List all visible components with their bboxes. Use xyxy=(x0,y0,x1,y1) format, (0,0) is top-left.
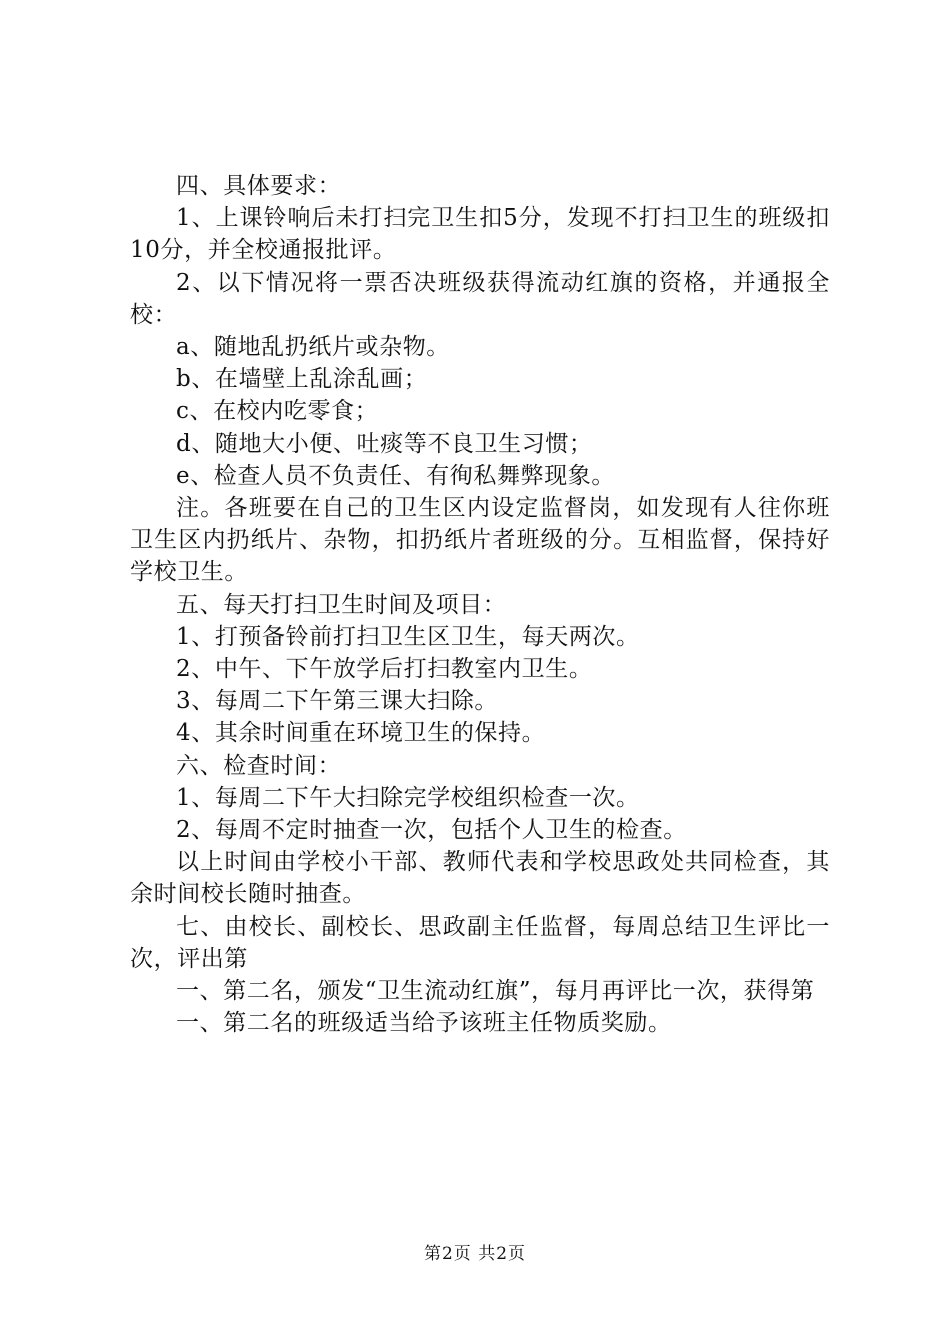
paragraph-inspection-note: 以上时间由学校小干部、教师代表和学校思政处共同检查，其余时间校长随时抽查。 xyxy=(130,849,830,908)
paragraph-item-c: c、在校内吃零食； xyxy=(176,398,379,425)
page-number-footer: 第2页 共2页 xyxy=(423,1244,527,1264)
paragraph-schedule-3: 3、每周二下午第三课大扫除。 xyxy=(176,688,499,715)
paragraph-section-four-heading: 四、具体要求： xyxy=(176,173,342,199)
paragraph-award-2: 一、第二名的班级适当给予该班主任物质奖励。 xyxy=(176,1010,672,1037)
paragraph-schedule-4: 4、其余时间重在环境卫生的保持。 xyxy=(176,720,546,747)
paragraph-item-a: a、随地乱扔纸片或杂物。 xyxy=(176,334,450,361)
paragraph-rule-1: 1、上课铃响后未打扫完卫生扣5分，发现不打扫卫生的班级扣10分，并全校通报批评。 xyxy=(130,205,830,264)
paragraph-item-b: b、在墙壁上乱涂乱画； xyxy=(176,366,428,393)
paragraph-inspection-2: 2、每周不定时抽查一次，包括个人卫生的检查。 xyxy=(176,817,687,844)
document-body xyxy=(130,170,830,1039)
paragraph-inspection-1: 1、每周二下午大扫除完学校组织检查一次。 xyxy=(176,784,640,811)
paragraph-note: 注。各班要在自己的卫生区内设定监督岗，如发现有人往你班卫生区内扔纸片、杂物，扣扔纸片者班级的分。互相监督，保持好学校卫生。 xyxy=(130,495,830,586)
paragraph-section-six-heading: 六、检查时间： xyxy=(176,752,342,779)
paragraph-section-seven: 七、由校长、副校长、思政副主任监督，每周总结卫生评比一次，评出第 xyxy=(130,913,830,972)
paragraph-item-d: d、随地大小便、吐痰等不良卫生习惯； xyxy=(176,430,593,457)
paragraph-schedule-1: 1、打预备铃前打扫卫生区卫生，每天两次。 xyxy=(176,623,640,650)
paragraph-item-e: e、检查人员不负责任、有徇私舞弊现象。 xyxy=(176,462,616,489)
paragraph-section-five-heading: 五、每天打扫卫生时间及项目： xyxy=(176,591,507,618)
paragraph-schedule-2: 2、中午、下午放学后打扫教室内卫生。 xyxy=(176,656,593,683)
paragraph-rule-2: 2、以下情况将一票否决班级获得流动红旗的资格，并通报全校： xyxy=(130,269,830,328)
paragraph-award-1: 一、第二名，颁发“卫生流动红旗”，每月再评比一次，获得第 xyxy=(176,978,815,1005)
